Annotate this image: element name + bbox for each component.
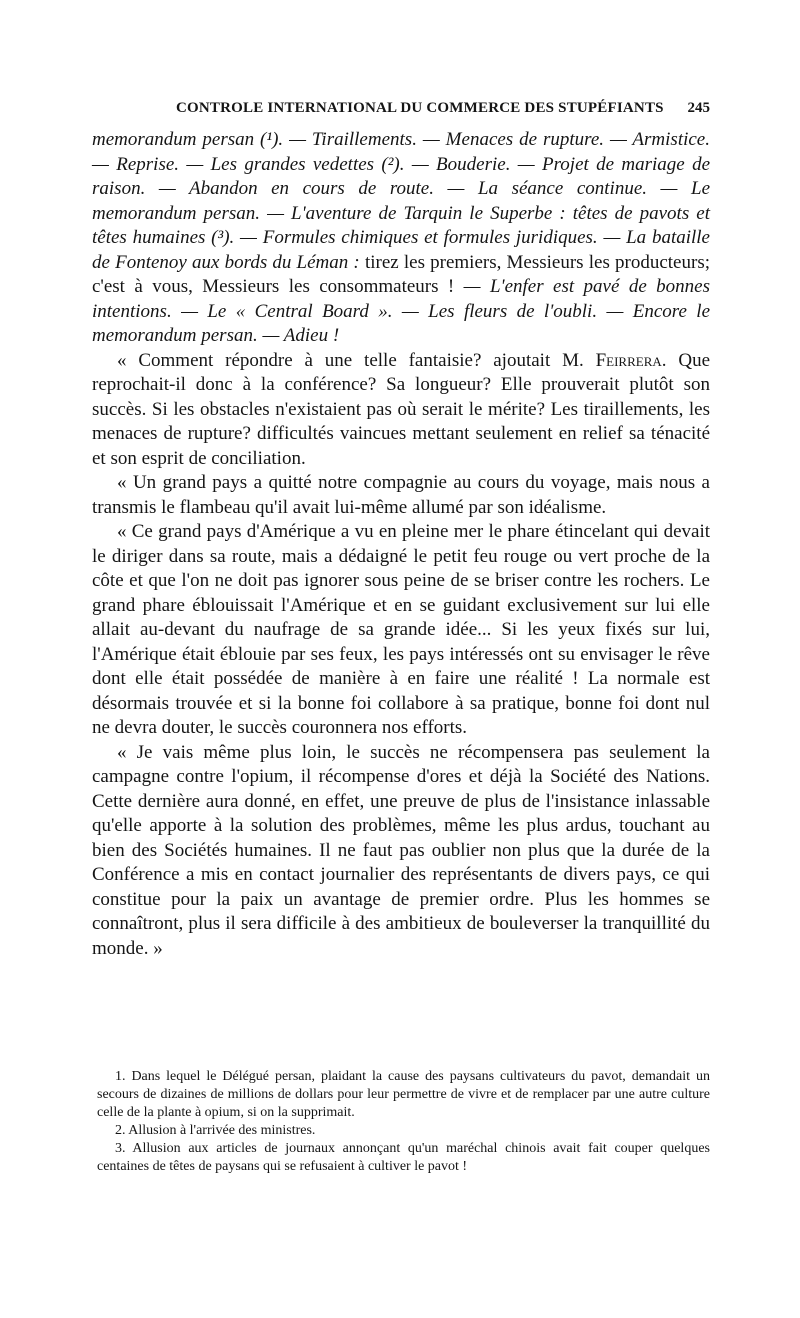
speech-1-after-name: . Que reprochait-il donc à la conférence? Sa longueur? Elle prouverait plutôt son succès. Si les obstacles n'existaient pas où serait le mérite? Les tiraillements, les menaces de rupture? difficultés vaincues mettant seulement en relief sa ténacité et son esprit de conciliation.: [92, 349, 711, 469]
footnote-1: 1. Dans lequel le Délégué persan, plaidant la cause des paysans cultivateurs du pavot, demandait un secours de dizaines de millions de dollars pour leur permettre de vivre et de remplacer par une autre culture celle de la plante à opium, si on la supprimait.: [97, 1069, 710, 1120]
speaker-name: Feirrera: [595, 349, 662, 371]
page-header: [92, 100, 710, 122]
page-number: 245: [687, 100, 710, 116]
main-text: [92, 128, 710, 961]
footnotes: [97, 1068, 710, 1176]
paragraph-speech-1: [92, 349, 710, 472]
speech-1-before-name: « Comment répondre à une telle fantaisie? ajoutait M.: [117, 349, 584, 371]
summary-italic-part-b: — L'enfer est pavé de bonnes intentions. — Le « Central Board ». — Les fleurs de l'oubli. — Encore le memorandum persan. — Adieu !: [92, 276, 711, 346]
summary-italic-part-a: memorandum persan (¹). — Tiraillements. — Menaces de rupture. — Armistice. — Reprise. — Les grandes vedettes (²). — Bouderie. — Projet de mariage de raison. — Abandon en cours de route. — La séance continue. — Le memorandum persan. — L'aventure de Tarquin le Superbe : têtes de pavots et têtes humaines (³). — Formules chimiques et formules juridiques. — La bataille de Fontenoy aux bords du Léman :: [92, 129, 710, 273]
paragraph-speech-2: « Un grand pays a quitté notre compagnie au cours du voyage, mais nous a transmis le flambeau qu'il avait lui-même allumé par son idéalisme.: [92, 472, 710, 518]
summary-roman-part: tirez les premiers, Messieurs les producteurs; c'est à vous, Messieurs les consommateurs !: [92, 251, 710, 297]
running-title: CONTROLE INTERNATIONAL DU COMMERCE DES STUPÉFIANTS: [176, 100, 664, 116]
paragraph-speech-4: « Je vais même plus loin, le succès ne récompensera pas seulement la campagne contre l'opium, il récompense d'ores et déjà la Société des Nations. Cette dernière aura donné, en effet, une preuve de plus de l'insistance inlassable qu'elle apporte à la solution des problèmes, même les plus ardus, touchant au bien des Sociétés humaines. Il ne faut pas oublier non plus que la durée de la Conférence a mis en contact journalier des représentants de divers pays, ce qui constitue pour la paix un avantage de premier ordre. Plus les hommes se connaîtront, plus il sera difficile à des ambitieux de bouleverser la tranquillité du monde. »: [92, 741, 710, 959]
footnote-2: 2. Allusion à l'arrivée des ministres.: [115, 1123, 316, 1138]
paragraph-summary-continuation: [92, 128, 710, 349]
footnote-3: 3. Allusion aux articles de journaux annonçant qu'un maréchal chinois avait fait couper quelques centaines de têtes de paysans qui se refusaient à cultiver le pavot !: [97, 1141, 710, 1174]
paragraph-speech-3: « Ce grand pays d'Amérique a vu en pleine mer le phare étincelant qui devait le diriger dans sa route, mais a dédaigné le petit feu rouge ou vert proche de la côte et que l'on ne doit pas ignorer sous peine de se briser contre les rochers. Le grand phare éblouissait l'Amérique et en se guidant exclusivement sur lui elle allait au-devant du naufrage de sa grande idée... Si les yeux fixés sur lui, l'Amérique était éblouie par ses feux, les pays intéressés ont su envisager le rêve dont elle était possédée de manière à en faire une réalité ! La normale est désormais trouvée et si la bonne foi collabore à sa pratique, bonne foi dont nul ne devra douter, le succès couronnera nos efforts.: [92, 521, 710, 738]
